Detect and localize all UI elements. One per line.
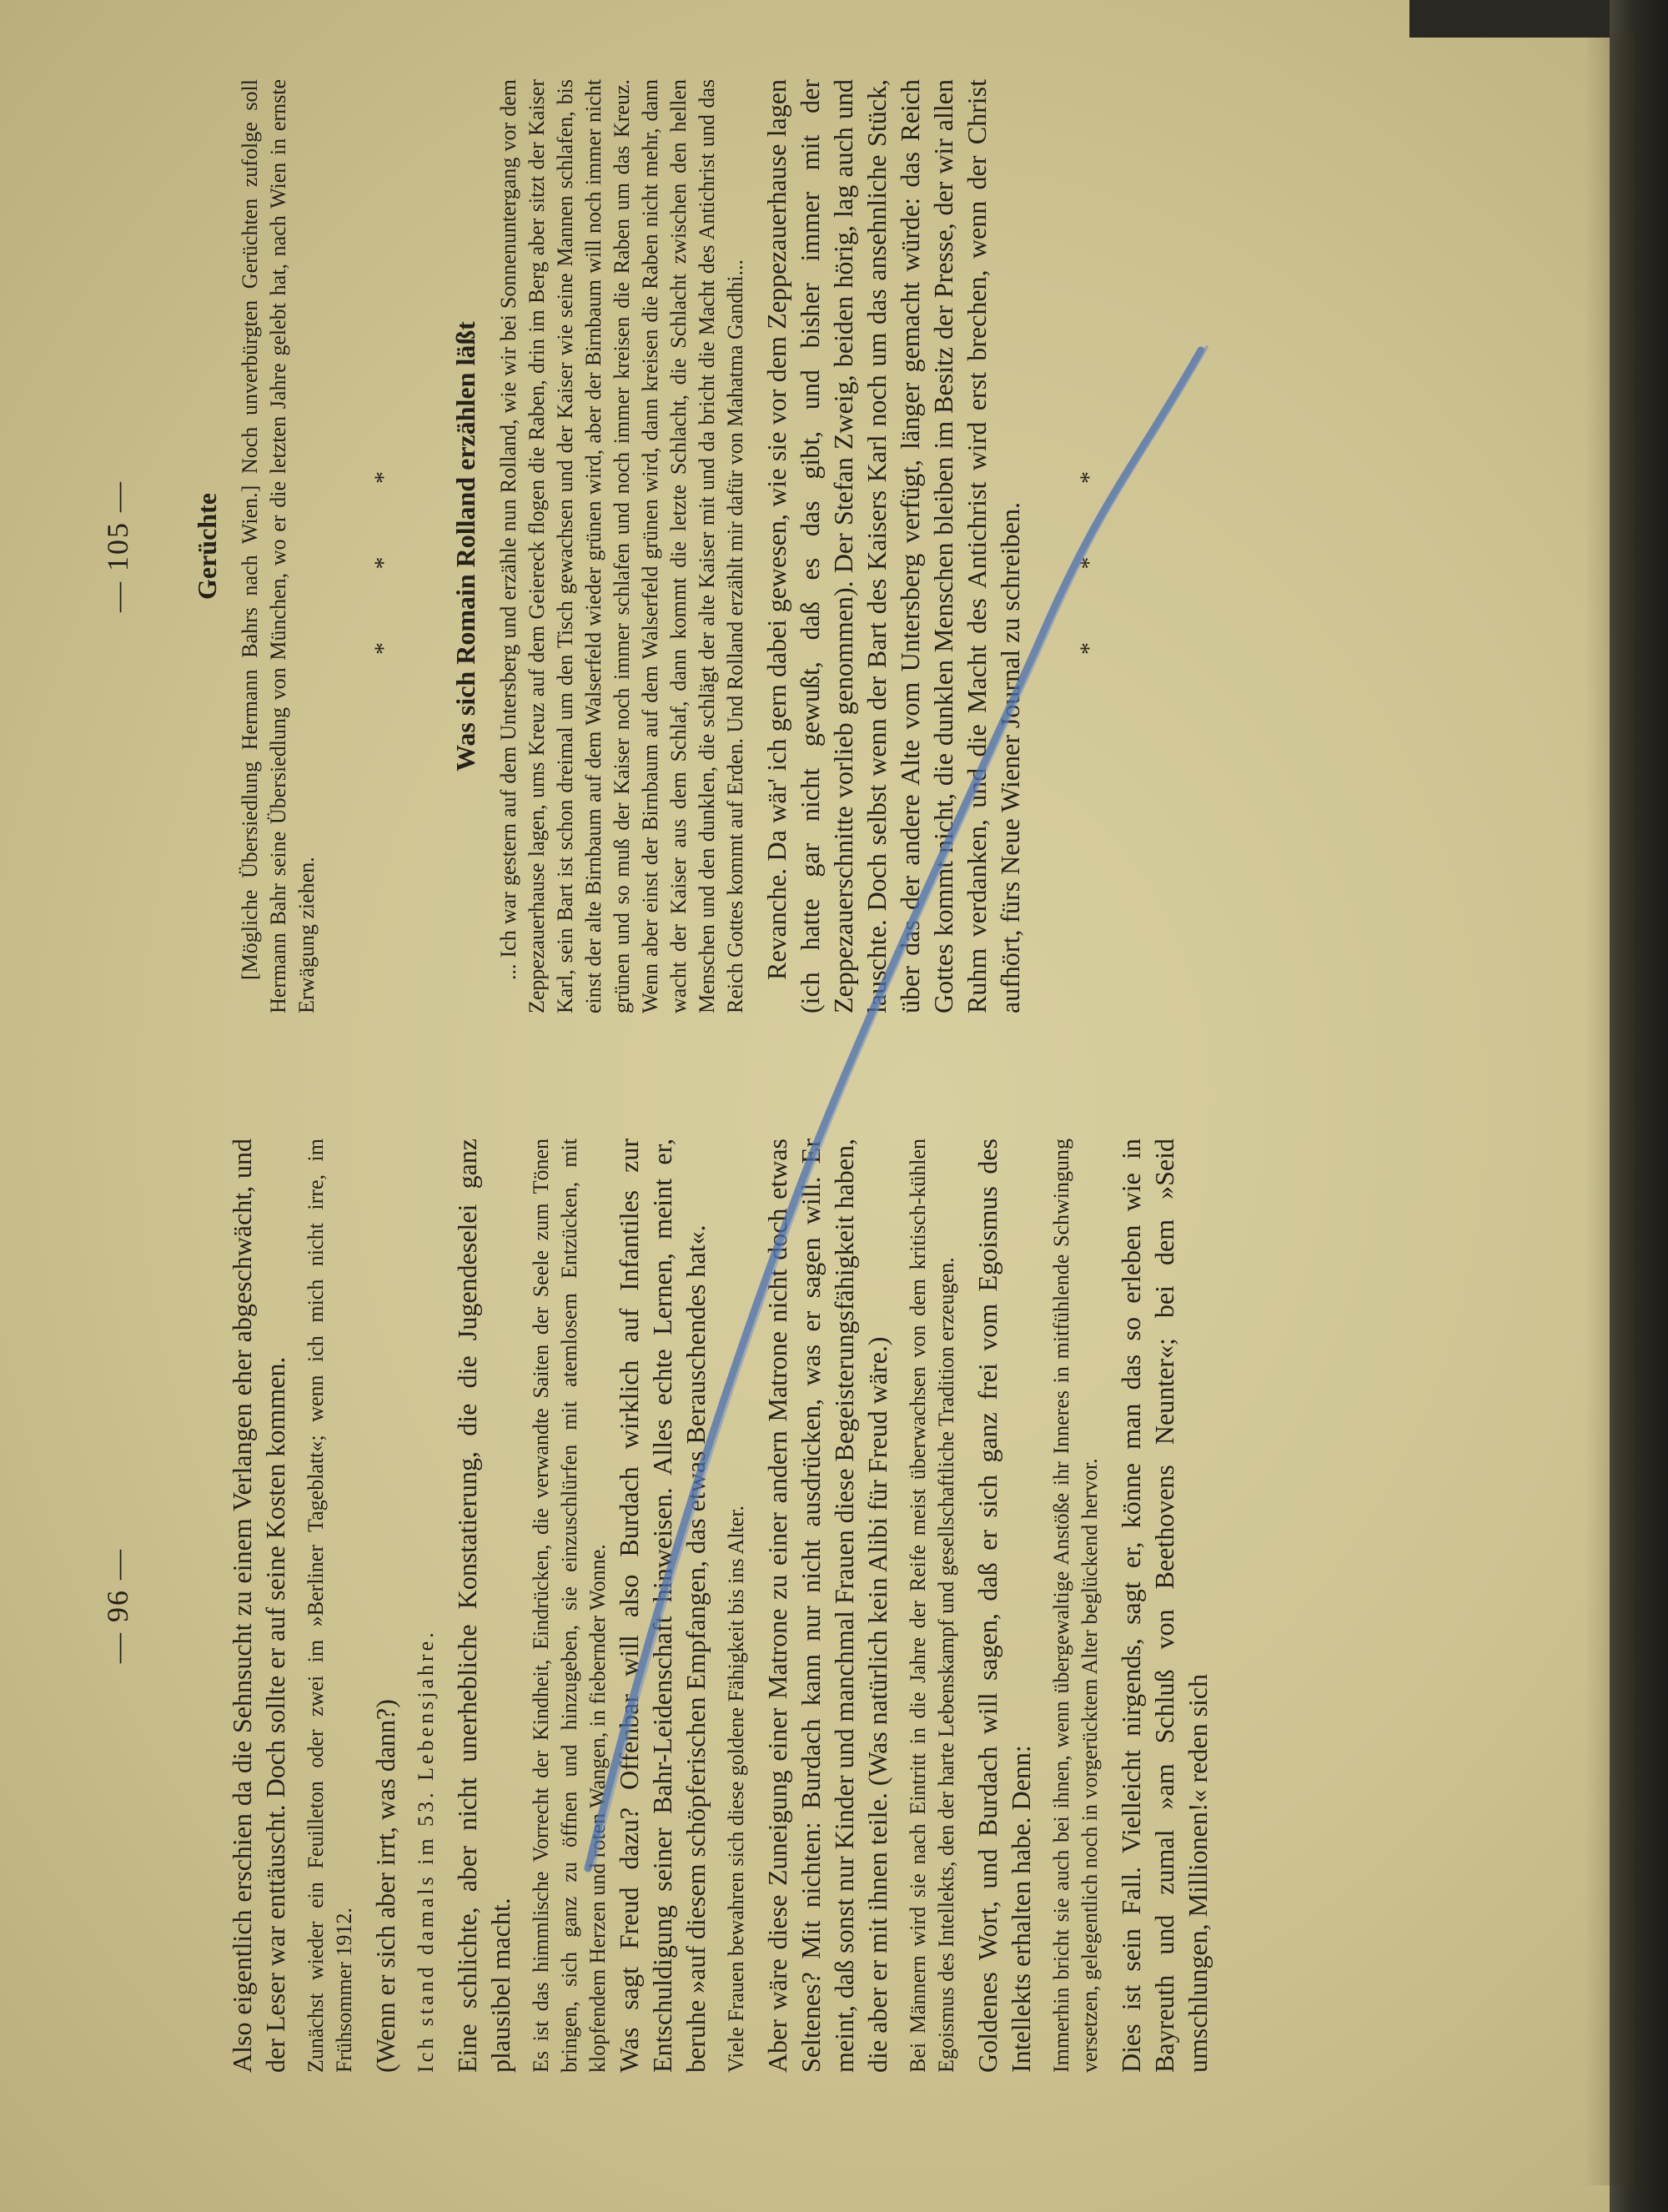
section-separator-stars-2: * * * xyxy=(1075,438,1103,655)
left-paragraph-5: Eine schlichte, aber nicht unerhebliche Konstatierung, die die Jugendeselei ganz plausibel macht. xyxy=(452,1139,515,2073)
left-paragraph-3: (Wenn er sich aber irrt, was dann?) xyxy=(370,1699,400,2073)
pencil-stroke-shadow xyxy=(594,347,1207,1865)
left-paragraph-9: Aber wäre diese Zuneigung einer Matrone zu einer andern Matrone nicht doch etwas Seltenes? Mit nichten: Burdach kann nur nicht ausdrücken, was er sagen will. Er meint, daß sonst nur Kinder und manchmal Frauen diese Begeisterungsfähigkeit haben, die aber er mit ihnen teile. (Was natürlich kein Alibi für Freud wäre.) xyxy=(762,1139,892,2073)
left-paragraph-8: Viele Frauen bewahren sich diese goldene Fähigkeit bis ins Alter. xyxy=(724,1505,748,2073)
pencil-stroke xyxy=(588,350,1201,1868)
heading-geruechte: Gerüchte xyxy=(192,493,222,600)
left-paragraph-7: Was sagt Freud dazu? Offenbar will also Burdach wirklich auf Infantiles zur Entschuldigung seiner Bahr-Leidenschaft hinweisen. Alles echte Lernen, meint er, beruhe »auf diesem schöpferischen Empfangen, das etwas Berauschendes hat«. xyxy=(614,1139,711,2073)
left-paragraph-13: Dies ist sein Fall. Vielleicht nirgends, sagt er, könne man das so erleben wie in Bayreuth und zumal »am Schluß von Beethovens Neunter«; bei dem »Seid umschlungen, Millionen!« reden sich xyxy=(1116,1139,1213,2073)
left-paragraph-2: Zunächst wieder ein Feuilleton oder zwei im »Berliner Tageblatt«; wenn ich mich nicht irre, im Frühsommer 1912. xyxy=(304,1139,356,2073)
left-paragraph-11: Goldenes Wort, und Burdach will sagen, daß er sich ganz frei vom Egoismus des Intellekts erhalten habe. Denn: xyxy=(972,1139,1036,2073)
section-separator-stars: * * * xyxy=(369,438,397,655)
right-page-number: — 105 — xyxy=(101,480,134,612)
left-paragraph-4: Ich stand damals im 53. Lebensjahre. xyxy=(414,1629,438,2073)
left-paragraph-1: Also eigentlich erschien da die Sehnsucht zu einem Verlangen eher abgeschwächt, und der Leser war enttäuscht. Doch sollte er auf seine Kosten kommen. xyxy=(227,1139,290,2073)
left-paragraph-10: Bei Männern wird sie nach Eintritt in die Jahre der Reife meist überwachsen von dem kritisch-kühlen Egoismus des Intellekts, den der harte Lebenskampf und gesellschaftliche Tradition erzeugen. xyxy=(906,1139,958,2073)
right-paragraph-3: Revanche. Da wär' ich gern dabei gewesen, wie sie vor dem Zeppezauerhause lagen (ich hatte gar nicht gewußt, daß es das gibt, und bisher immer mit der Zeppezauerschnitte vorlieb genommen). Der Stefan Zweig, beiden hörig, lag auch und lauschte. Doch selbst wenn der Bart des Kaisers Karl noch um das ansehnliche Stück, über das der andere Alte vom Untersberg verfügt, länger gemacht würde: das Reich Gottes kommt nicht, die dunklen Menschen bleiben im Besitz der Presse, der wir allen Ruhm verdanken, und die Macht des Antichrist wird erst brechen, wenn der Christ aufhört, fürs Neue Wiener Journal zu schreiben. xyxy=(761,79,1025,1013)
left-page-number: — 96 — xyxy=(101,1548,134,1663)
left-paragraph-6: Es ist das himmlische Vorrecht der Kindheit, Eindrücken, die verwandte Saiten der Seele zum Tönen bringen, sich ganz zu öffnen und hinzugeben, sie einzuschlürfen mit atemlosem Entzücken, mit klopfendem Herzen und roten Wangen, in fiebernder Wonne. xyxy=(529,1139,610,2073)
right-paragraph-2: ... Ich war gestern auf dem Untersberg und erzähle nun Rolland, wie wir bei Sonnenuntergang vor dem Zeppezauerhause lagen, ums Kreuz auf dem Geiereck flogen die Raben, drin im Berg aber sitzt der Kaiser Karl, sein Bart ist schon dreimal um den Tisch gewachsen und der Kaiser wie seine Mannen schlafen, bis einst der alte Birnbaum auf dem Walserfeld wieder grünen wird, aber der Birnbaum will noch immer nicht grünen und so muß der Kaiser noch immer schlafen und noch immer kreisen die Raben um das Kreuz. Wenn aber einst der Birnbaum auf dem Walserfeld grünen wird, dann kreisen die Raben nicht mehr, dann wacht der Kaiser aus dem Schlaf, dann kommt die letzte Schlacht, die Schlacht zwischen den hellen Menschen und den dunklen, die schlägt der alte Kaiser mit und da bricht die Macht des Antichrist und das Reich Gottes kommt auf Erden. Und Rolland erzählt mir dafür von Mahatma Gandhi... xyxy=(496,79,747,1013)
heading-romain-rolland: Was sich Romain Rolland erzählen läßt xyxy=(450,321,480,772)
left-paragraph-12: Immerhin bricht sie auch bei ihnen, wenn übergewaltige Anstöße ihr Inneres in mitfühlende Schwingung versetzen, gelegentlich noch in vorgerücktem Alter beglückend hervor. xyxy=(1049,1139,1102,2073)
right-paragraph-1: [Mögliche Übersiedlung Hermann Bahrs nach Wien.] Noch unverbürgten Gerüchten zufolge soll Hermann Bahr seine Übersiedlung von München, wo er die letzten Jahre gelebt hat, nach Wien in ernste Erwägung ziehen. xyxy=(238,79,319,1013)
